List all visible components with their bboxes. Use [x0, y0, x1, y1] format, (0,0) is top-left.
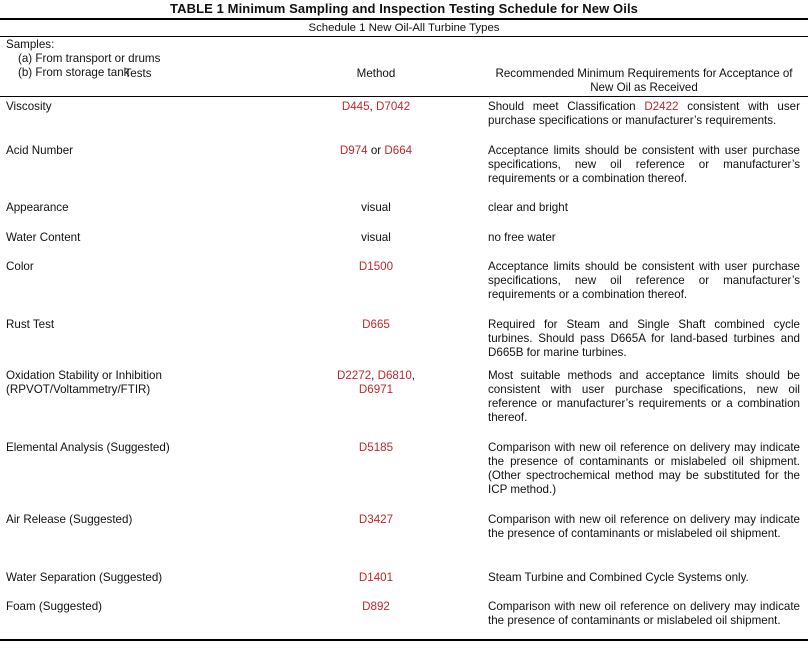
standard-reference-link[interactable]: D3427 — [358, 512, 394, 526]
text-run: visual — [361, 200, 391, 214]
table-row — [0, 141, 808, 198]
test-name: Water Content — [6, 230, 81, 244]
acceptance-requirement — [482, 369, 808, 438]
standard-reference-link[interactable]: D1500 — [358, 259, 394, 273]
acceptance-requirement — [482, 513, 808, 568]
standard-reference-link[interactable]: D665 — [362, 317, 390, 331]
standard-reference-link[interactable]: D7042 — [376, 99, 411, 113]
test-name: Foam (Suggested) — [6, 599, 103, 613]
standard-reference-link[interactable]: D445 — [341, 99, 370, 113]
text-run: no free water — [488, 230, 556, 244]
acceptance-requirement — [482, 318, 808, 366]
acceptance-requirement — [482, 260, 808, 315]
acceptance-requirement — [482, 441, 808, 510]
table-row — [0, 315, 808, 366]
text-run: Should meet Classification — [488, 99, 645, 113]
test-method — [270, 318, 482, 366]
test-method — [270, 571, 482, 597]
text-run: clear and bright — [488, 200, 568, 214]
test-method — [270, 513, 482, 568]
test-method — [270, 441, 482, 510]
samples-label: Samples: — [6, 38, 55, 51]
acceptance-requirement — [482, 571, 808, 597]
table-row — [0, 198, 808, 228]
test-name: Oxidation Stability or Inhibition (RPVOT/Voltammetry/FTIR) — [6, 368, 162, 396]
test-name: Color — [6, 259, 34, 273]
test-method — [270, 260, 482, 315]
schedule-heading: Schedule 1 New Oil-All Turbine Types — [308, 22, 500, 34]
standard-reference-link[interactable]: D1401 — [358, 570, 394, 584]
standard-reference-link[interactable]: D5185 — [358, 440, 394, 454]
table-row — [0, 597, 808, 639]
table-row — [0, 510, 808, 568]
standard-reference-link[interactable]: D974 — [339, 143, 368, 157]
text-run: visual — [361, 230, 391, 244]
sample-item: (b) From storage tank — [18, 66, 130, 80]
standard-reference-link[interactable]: D6810 — [377, 368, 412, 382]
test-method — [270, 144, 482, 198]
table-row — [0, 97, 808, 141]
text-run: , — [411, 368, 416, 382]
text-run: Comparison with new oil reference on delivery may indicate the presence of contaminants or mislabeled oil shipment. — [488, 599, 800, 627]
method-header: Method — [356, 66, 396, 80]
text-run: Comparison with new oil reference on delivery may indicate the presence of contaminants or mislabeled oil shipment. (Other spectrochemical method may be substituted for the ICP method.) — [488, 440, 800, 497]
table-row — [0, 257, 808, 315]
standard-reference-link[interactable]: D892 — [362, 599, 390, 613]
bottom-rule — [0, 639, 808, 641]
text-run: Steam Turbine and Combined Cycle Systems only. — [488, 570, 749, 584]
test-name: Acid Number — [6, 143, 74, 157]
acceptance-requirement — [482, 600, 808, 639]
text-run: Required for Steam and Single Shaft combined cycle turbines. Should pass D665A for land-based turbines and D665B for marine turbines. — [488, 317, 800, 360]
test-name: Air Release (Suggested) — [6, 512, 133, 526]
test-method — [270, 100, 482, 141]
text-run: , — [369, 99, 376, 113]
table-body — [0, 97, 808, 639]
text-run: Most suitable methods and acceptance limits should be consistent with user purchase specifications, new oil reference or manufacturer’s requirements or a combination thereof. — [488, 368, 800, 425]
standard-reference-link[interactable]: D2422 — [644, 99, 679, 113]
table-row — [0, 438, 808, 510]
standard-reference-link[interactable]: D2272 — [336, 368, 372, 382]
test-name: Rust Test — [6, 317, 55, 331]
text-run: or — [367, 143, 385, 157]
text-run: Comparison with new oil reference on delivery may indicate the presence of contaminants or mislabeled oil shipment. — [488, 512, 800, 540]
test-name: Viscosity — [6, 99, 52, 113]
column-header-row — [0, 67, 808, 97]
acceptance-requirement — [482, 231, 808, 257]
text-run: Acceptance limits should be consistent with user purchase specifications, new oil reference or manufacturer’s requirements or a combination thereof. — [488, 143, 800, 186]
test-method — [270, 231, 482, 257]
text-run: Acceptance limits should be consistent with user purchase specifications, new oil reference or manufacturer’s requirements or a combination thereof. — [488, 259, 800, 302]
standard-reference-link[interactable]: D664 — [384, 143, 413, 157]
sample-item: (a) From transport or drums — [18, 52, 161, 66]
text-run: , — [371, 368, 378, 382]
text-run: consistent with user purchase specifications or manufacturer’s requirements. — [488, 99, 800, 127]
test-name: Water Separation (Suggested) — [6, 570, 163, 584]
test-name: Appearance — [6, 200, 69, 214]
acceptance-requirement — [482, 201, 808, 228]
table-title: TABLE 1 Minimum Sampling and Inspection Testing Schedule for New Oils — [170, 1, 638, 16]
tests-header: Tests — [124, 66, 152, 80]
acceptance-requirement — [482, 144, 808, 198]
requirements-header: Recommended Minimum Requirements for Acceptance of New Oil as Received — [495, 66, 793, 94]
table-row — [0, 228, 808, 257]
standard-reference-link[interactable]: D6971 — [358, 382, 394, 396]
acceptance-requirement — [482, 100, 808, 141]
table-row — [0, 568, 808, 597]
test-name: Elemental Analysis (Suggested) — [6, 440, 170, 454]
test-method — [270, 369, 482, 438]
test-method — [270, 201, 482, 228]
test-method — [270, 600, 482, 639]
table-row — [0, 366, 808, 438]
